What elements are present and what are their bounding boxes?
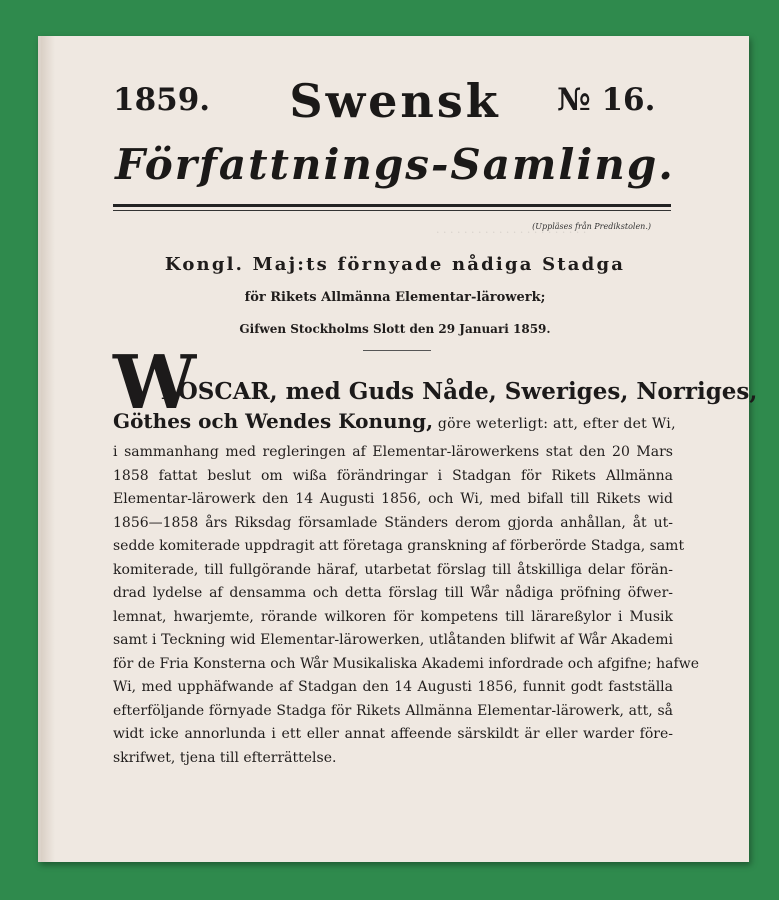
lead-line-1: i OSCAR, med Guds Nåde, Sweriges, Norriges, bbox=[161, 378, 758, 405]
body-line: widt icke annorlunda i ett eller annat affeende särskildt är eller warder före- bbox=[113, 726, 673, 742]
body-line: för de Fria Konsterna och Wår Musikaliska Akademi infordrade och afgifne; hafwe bbox=[113, 655, 699, 672]
body-line: efterföljande förnyade Stadga för Rikets Allmänna Elementar-lärowerk, att, så bbox=[113, 702, 673, 719]
body-line: lemnat, hwarjemte, rörande wilkoren för kompetens till lärareßylor i Musik bbox=[113, 608, 673, 625]
issue-number: № 16. bbox=[557, 82, 656, 118]
body-line: Elementar-lärowerk den 14 Augusti 1856, och Wi, med bifall till Rikets wid bbox=[113, 491, 673, 507]
bleed-through-text: · · · · · · · · · · · · · · · · · · · · · · bbox=[436, 226, 587, 239]
drop-cap: W bbox=[113, 340, 197, 426]
body-line: drad lydelse af densamma och detta förslag till Wår nådiga pröfning öfwer- bbox=[113, 585, 673, 601]
document-page bbox=[38, 36, 758, 862]
body-line: i sammanhang med regleringen af Elementar-lärowerkens stat den 20 Mars bbox=[113, 444, 673, 460]
lead-line-2-rest: göre weterligt: att, efter det Wi, bbox=[433, 416, 676, 432]
lead-line-2-bold: Göthes och Wendes Konung, bbox=[113, 409, 434, 433]
title-rule-thick bbox=[113, 204, 671, 207]
body-line: komiterade, till fullgörande häraf, utarbetat förslag till åtskilliga delar förän- bbox=[113, 561, 673, 578]
body-line: Wi, med upphäfwande af Stadgan den 14 Augusti 1856, funnit godt fastställa bbox=[113, 679, 673, 695]
issue-year: 1859. bbox=[113, 82, 211, 118]
body-text bbox=[113, 441, 699, 770]
body-line: 1856—1858 års Riksdag församlade Ständers derom gjorda anhållan, åt ut- bbox=[113, 514, 673, 531]
body-line: 1858 fattat beslut om wißa förändringar i Stadgan för Rikets Allmänna bbox=[113, 467, 673, 484]
body-line: skrifwet, tjena till efterrättelse. bbox=[113, 749, 337, 766]
title-line-1: Swensk bbox=[289, 74, 501, 128]
decree-heading: Kongl. Maj:ts förnyade nådiga Stadga bbox=[164, 254, 626, 275]
title-line-2: Författnings-Samling. bbox=[115, 140, 675, 189]
reading-note: (Uppläses från Predikstolen.) bbox=[532, 222, 651, 231]
lead-line-2 bbox=[113, 409, 676, 433]
body-line: samt i Teckning wid Elementar-lärowerken, utlåtanden blifwit af Wår Akademi bbox=[113, 632, 673, 648]
section-divider bbox=[363, 350, 431, 351]
body-line: sedde komiterade uppdragit att företaga granskning af förberörde Stadga, samt bbox=[113, 538, 685, 554]
decree-subheading: för Rikets Allmänna Elementar-lärowerk; bbox=[244, 290, 546, 305]
title-rule-thin bbox=[113, 210, 671, 211]
decree-dateline: Gifwen Stockholms Slott den 29 Januari 1859. bbox=[239, 322, 551, 336]
